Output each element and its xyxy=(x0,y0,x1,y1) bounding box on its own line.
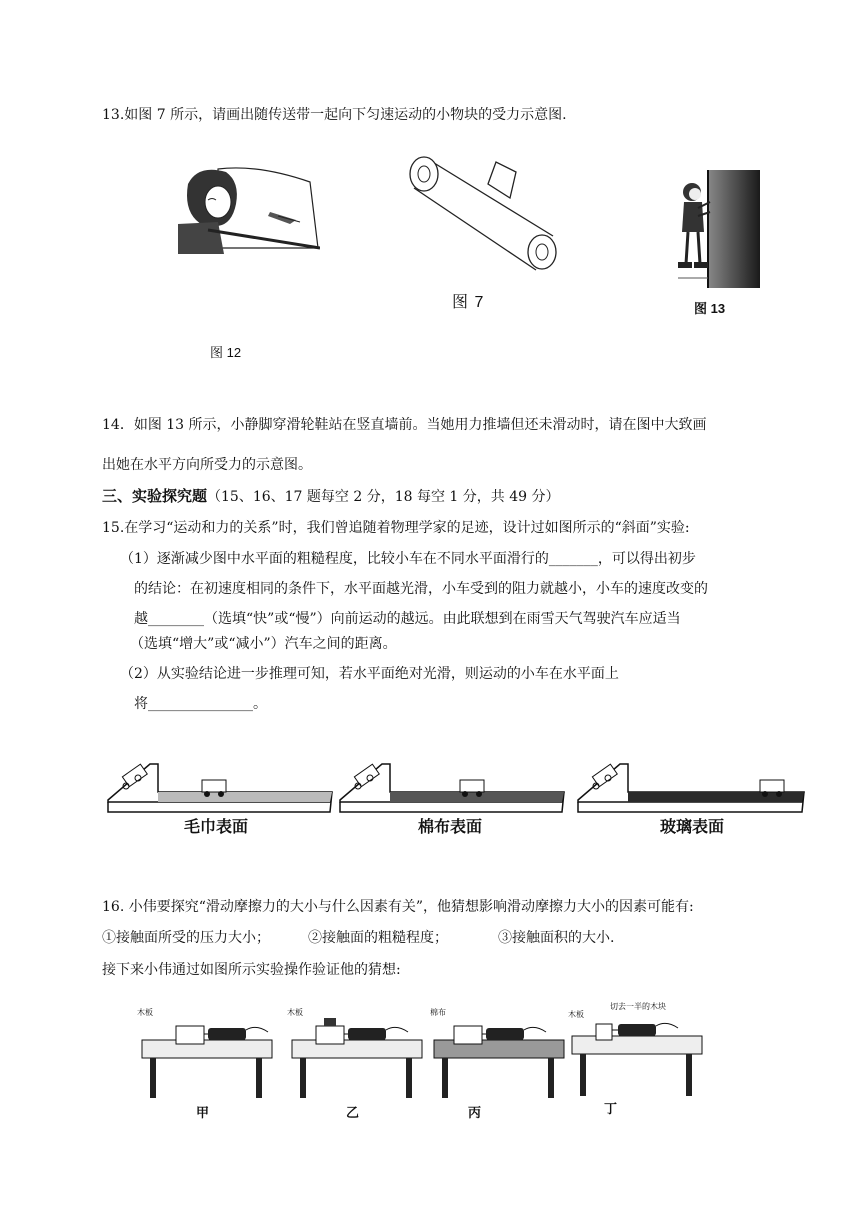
fig12-caption: 图 12 xyxy=(210,345,242,360)
section3-title: 三、实验探究题 xyxy=(102,487,208,505)
q15-p1-line3: 越________（选填“快”或“慢”）向前运动的越远。由此联想到在雨雪天气驾驶汽车应适当 xyxy=(134,611,681,627)
friction-panel-bing-label: 棉布 xyxy=(430,1008,446,1017)
surface-label-cotton: 棉布表面 xyxy=(418,817,483,836)
fig7-conveyor-drawing xyxy=(408,148,560,276)
friction-panel-yi-label: 木板 xyxy=(287,1008,303,1017)
friction-panel-jia xyxy=(132,1000,278,1100)
friction-panel-ding-extra: 切去一半的木块 xyxy=(610,1002,666,1011)
friction-panel-bing-caption: 丙 xyxy=(468,1105,482,1120)
q16-factor-1: ①接触面所受的压力大小； xyxy=(102,930,270,946)
q13-text: 13.如图 7 所示，请画出随传送带一起向下匀速运动的小物块的受力示意图. xyxy=(102,107,567,123)
friction-panel-ding-caption: 丁 xyxy=(604,1101,618,1116)
q16-intro: 16. 小伟要探究“滑动摩擦力的大小与什么因素有关”，他猜想影响滑动摩擦力大小的因素可能有: xyxy=(102,899,694,915)
q15-p1-line4: （选填“增大”或“减小”）汽车之间的距离。 xyxy=(130,636,397,652)
friction-panel-yi-caption: 乙 xyxy=(346,1105,360,1120)
section3-note: （15、16、17 题每空 2 分，18 每空 1 分，共 49 分） xyxy=(207,489,560,505)
fig13-caption: 图 13 xyxy=(694,301,726,316)
fig13-wall-drawing xyxy=(678,168,760,290)
friction-panel-ding-label: 木板 xyxy=(568,1010,584,1019)
friction-panel-jia-caption: 甲 xyxy=(196,1105,210,1120)
surface-label-towel: 毛巾表面 xyxy=(184,817,249,836)
q15-p2-line1: （2）从实验结论进一步推理可知，若水平面绝对光滑，则运动的小车在水平面上 xyxy=(120,666,619,682)
friction-panel-yi xyxy=(282,1000,428,1100)
q16-factor-2: ②接触面的粗糙程度； xyxy=(308,930,448,946)
q14-line2: 出她在水平方向所受力的示意图。 xyxy=(102,457,312,473)
q16-factor-3: ③接触面积的大小. xyxy=(498,930,615,946)
q15-p2-line2: 将_______________。 xyxy=(134,696,267,712)
fig7-caption: 图 7 xyxy=(452,294,485,311)
q15-p1-line2: 的结论：在初速度相同的条件下，水平面越光滑，小车受到的阻力就越小，小车的速度改变的 xyxy=(134,581,708,597)
q14-line1: 14．如图 13 所示，小静脚穿滑轮鞋站在竖直墙前。当她用力推墙但还未滑动时，请在图中大致画 xyxy=(102,417,707,433)
section3-heading xyxy=(102,487,560,506)
surface-label-glass: 玻璃表面 xyxy=(660,817,725,836)
q15-intro: 15.在学习“运动和力的关系”时，我们曾追随着物理学家的足迹，设计过如图所示的“斜面”实验: xyxy=(102,520,690,536)
fig12-girl-drawing xyxy=(178,164,320,254)
q16-next: 接下来小伟通过如图所示实验操作验证他的猜想: xyxy=(102,962,401,978)
q15-p1-line1: （1）逐渐减少图中水平面的粗糙程度，比较小车在不同水平面滑行的_______，可以得出初步 xyxy=(120,551,696,567)
friction-panel-jia-label: 木板 xyxy=(137,1008,153,1017)
